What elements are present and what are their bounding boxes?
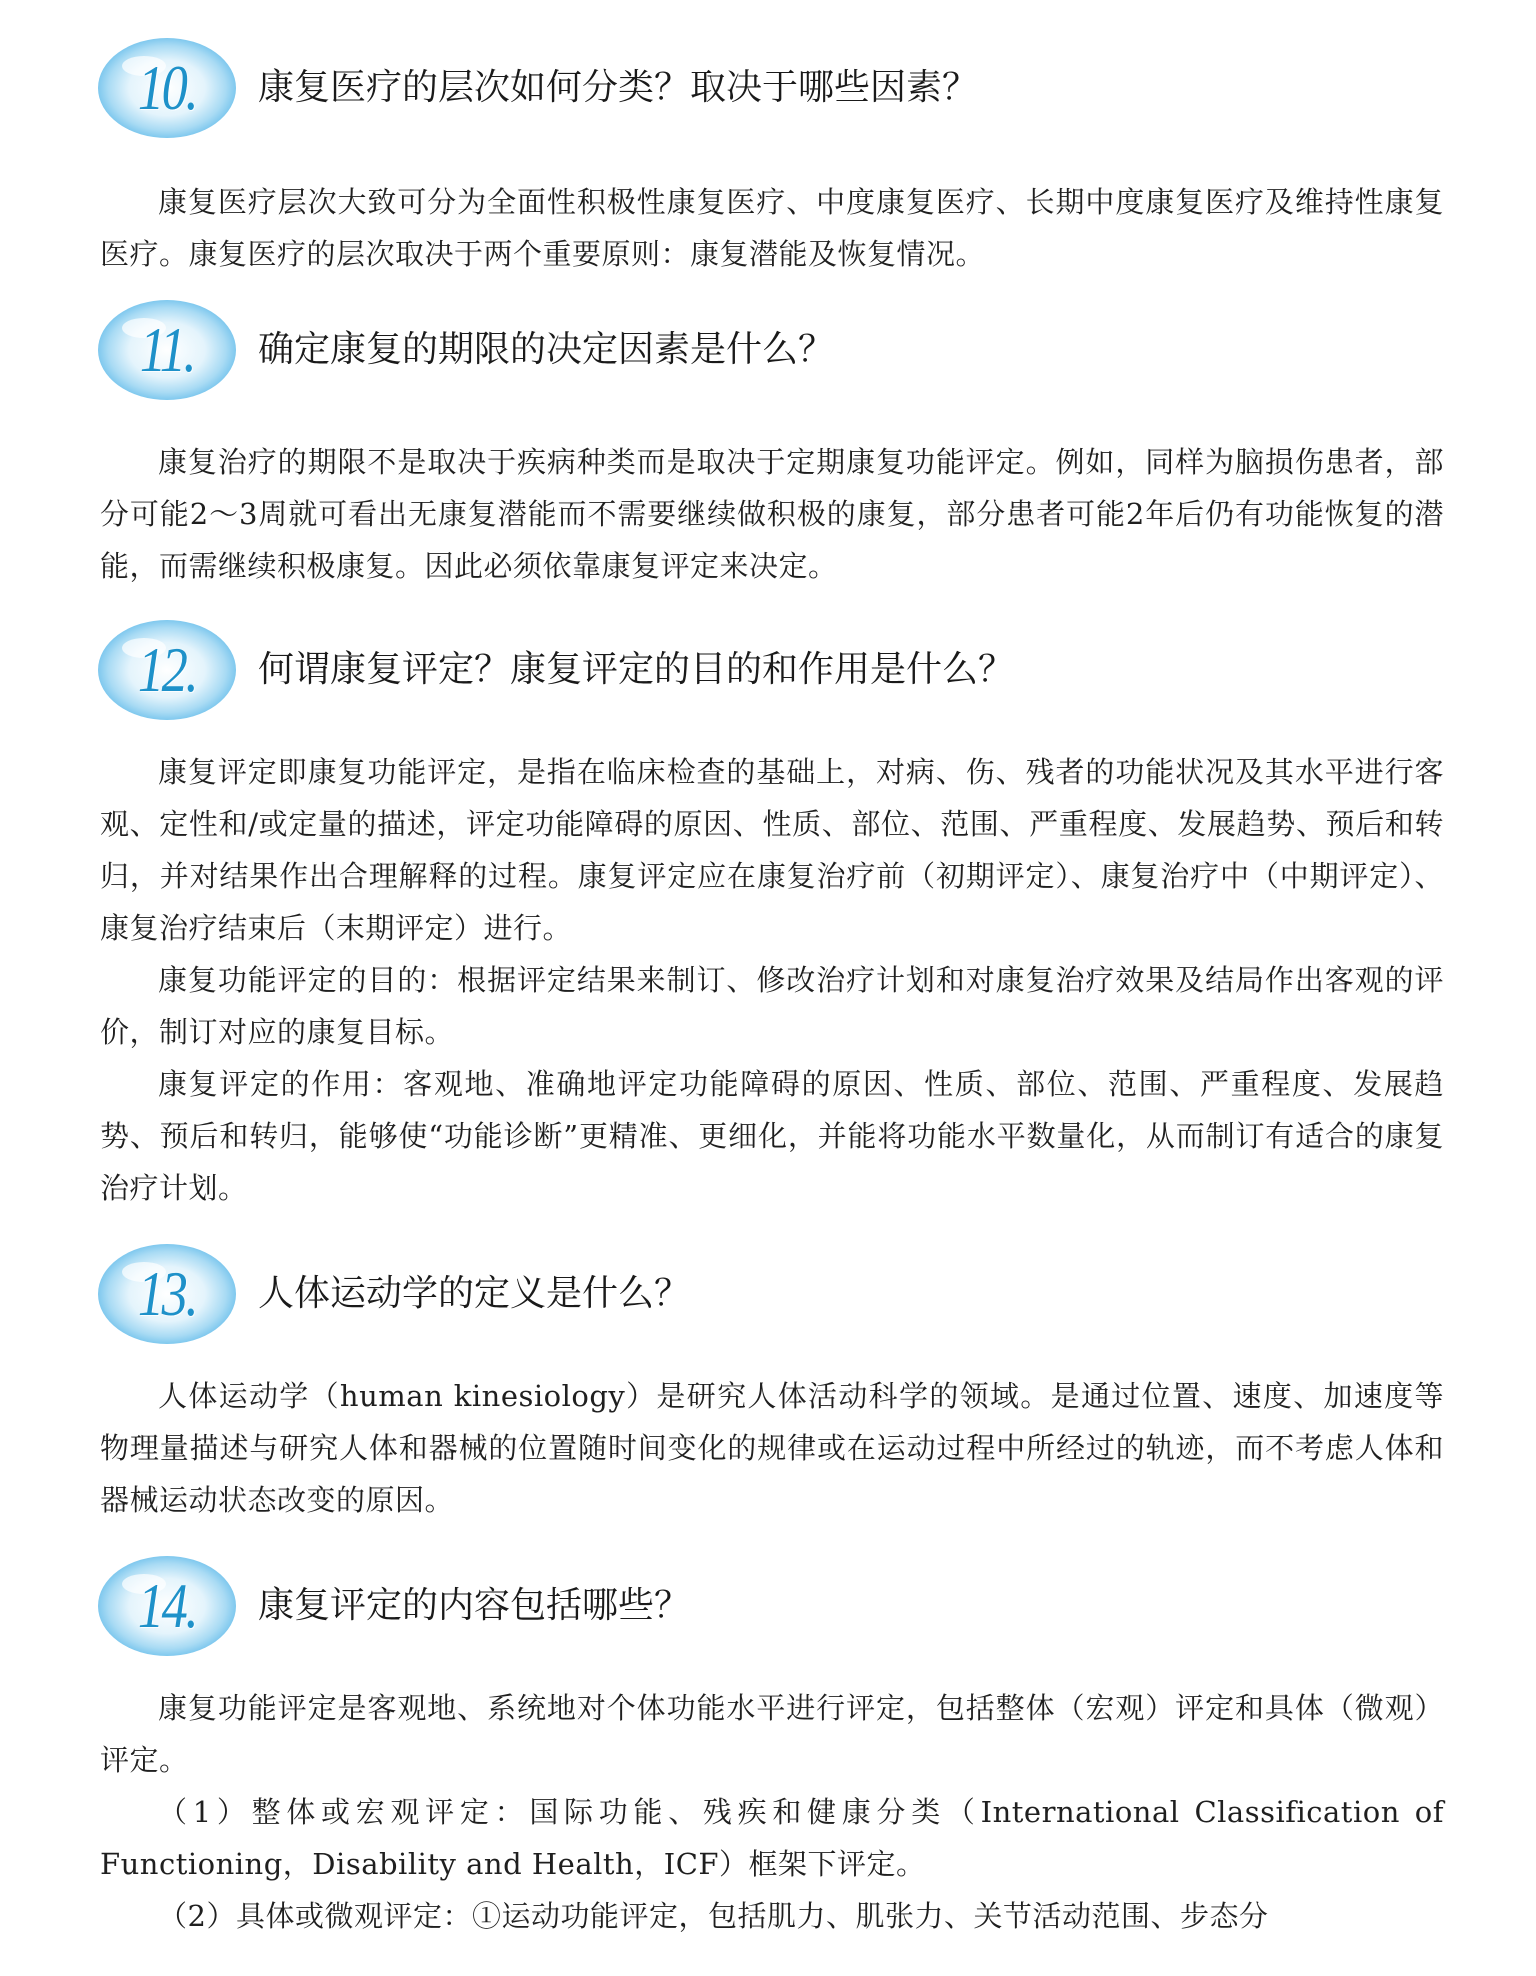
paragraph: 康复功能评定的目的：根据评定结果来制订、修改治疗计划和对康复治疗效果及结局作出客观的评价，制订对应的康复目标。 (100, 963, 1444, 1049)
paragraph: 康复评定即康复功能评定，是指在临床检查的基础上，对病、伤、残者的功能状况及其水平进行客观、定性和/或定量的描述，评定功能障碍的原因、性质、部位、范围、严重程度、发展趋势、预后和转归，并对结果作出合理解释的过程。康复评定应在康复治疗前（初期评定）、康复治疗中（中期评定）、康复治疗结束后（末期评定）进行。 (100, 755, 1444, 945)
question-number-badge (96, 36, 238, 140)
question-title: 康复医疗的层次如何分类？取决于哪些因素？ (258, 67, 979, 108)
question-number-badge (96, 1242, 238, 1346)
answer-body (100, 436, 1444, 592)
question-number: 11. (139, 314, 195, 385)
answer-body (100, 176, 1444, 280)
section-13 (0, 1234, 1536, 1517)
answer-body (100, 1370, 1444, 1526)
paragraph: 康复治疗的期限不是取决于疾病种类而是取决于定期康复功能评定。例如，同样为脑损伤患者，部分可能2～3周就可看出无康复潜能而不需要继续做积极的康复，部分患者可能2年后仍有功能恢复的潜能，而需继续积极康复。因此必须依靠康复评定来决定。 (100, 445, 1444, 583)
question-number: 10. (137, 52, 197, 123)
paragraph: 康复功能评定是客观地、系统地对个体功能水平进行评定，包括整体（宏观）评定和具体（微观）评定。 (100, 1691, 1444, 1777)
question-header (0, 290, 1536, 410)
question-number: 12. (137, 634, 197, 705)
paragraph: （1）整体或宏观评定：国际功能、残疾和健康分类（International Classification of Functioning，Disability and Health，ICF）框架下评定。 (100, 1795, 1444, 1881)
question-header (0, 28, 1536, 148)
answer-body (100, 1682, 1444, 1942)
answer-body (100, 746, 1444, 1214)
section-11 (0, 290, 1536, 583)
paragraph: 人体运动学（human kinesiology）是研究人体活动科学的领域。是通过位置、速度、加速度等物理量描述与研究人体和器械的位置随时间变化的规律或在运动过程中所经过的轨迹，而不考虑人体和器械运动状态改变的原因。 (100, 1379, 1444, 1517)
paragraph: 康复医疗层次大致可分为全面性积极性康复医疗、中度康复医疗、长期中度康复医疗及维持性康复医疗。康复医疗的层次取决于两个重要原则：康复潜能及恢复情况。 (100, 185, 1444, 271)
question-number-badge (96, 298, 238, 402)
question-title: 何谓康复评定？康复评定的目的和作用是什么？ (258, 649, 1015, 690)
section-10 (0, 28, 1536, 271)
paragraph: 康复评定的作用：客观地、准确地评定功能障碍的原因、性质、部位、范围、严重程度、发展趋势、预后和转归，能够使“功能诊断”更精准、更细化，并能将功能水平数量化，从而制订有适合的康复治疗计划。 (100, 1067, 1444, 1205)
question-header (0, 1234, 1536, 1354)
question-number: 14. (137, 1570, 197, 1641)
section-14 (0, 1546, 1536, 1933)
question-number-badge (96, 618, 238, 722)
section-12 (0, 610, 1536, 1205)
question-title: 康复评定的内容包括哪些？ (258, 1585, 691, 1626)
question-title: 确定康复的期限的决定因素是什么？ (258, 329, 835, 370)
question-header (0, 1546, 1536, 1666)
question-number: 13. (137, 1258, 197, 1329)
paragraph: （2）具体或微观评定：①运动功能评定，包括肌力、肌张力、关节活动范围、步态分 (158, 1899, 1269, 1933)
question-number-badge (96, 1554, 238, 1658)
question-header (0, 610, 1536, 730)
question-title: 人体运动学的定义是什么？ (258, 1273, 691, 1314)
